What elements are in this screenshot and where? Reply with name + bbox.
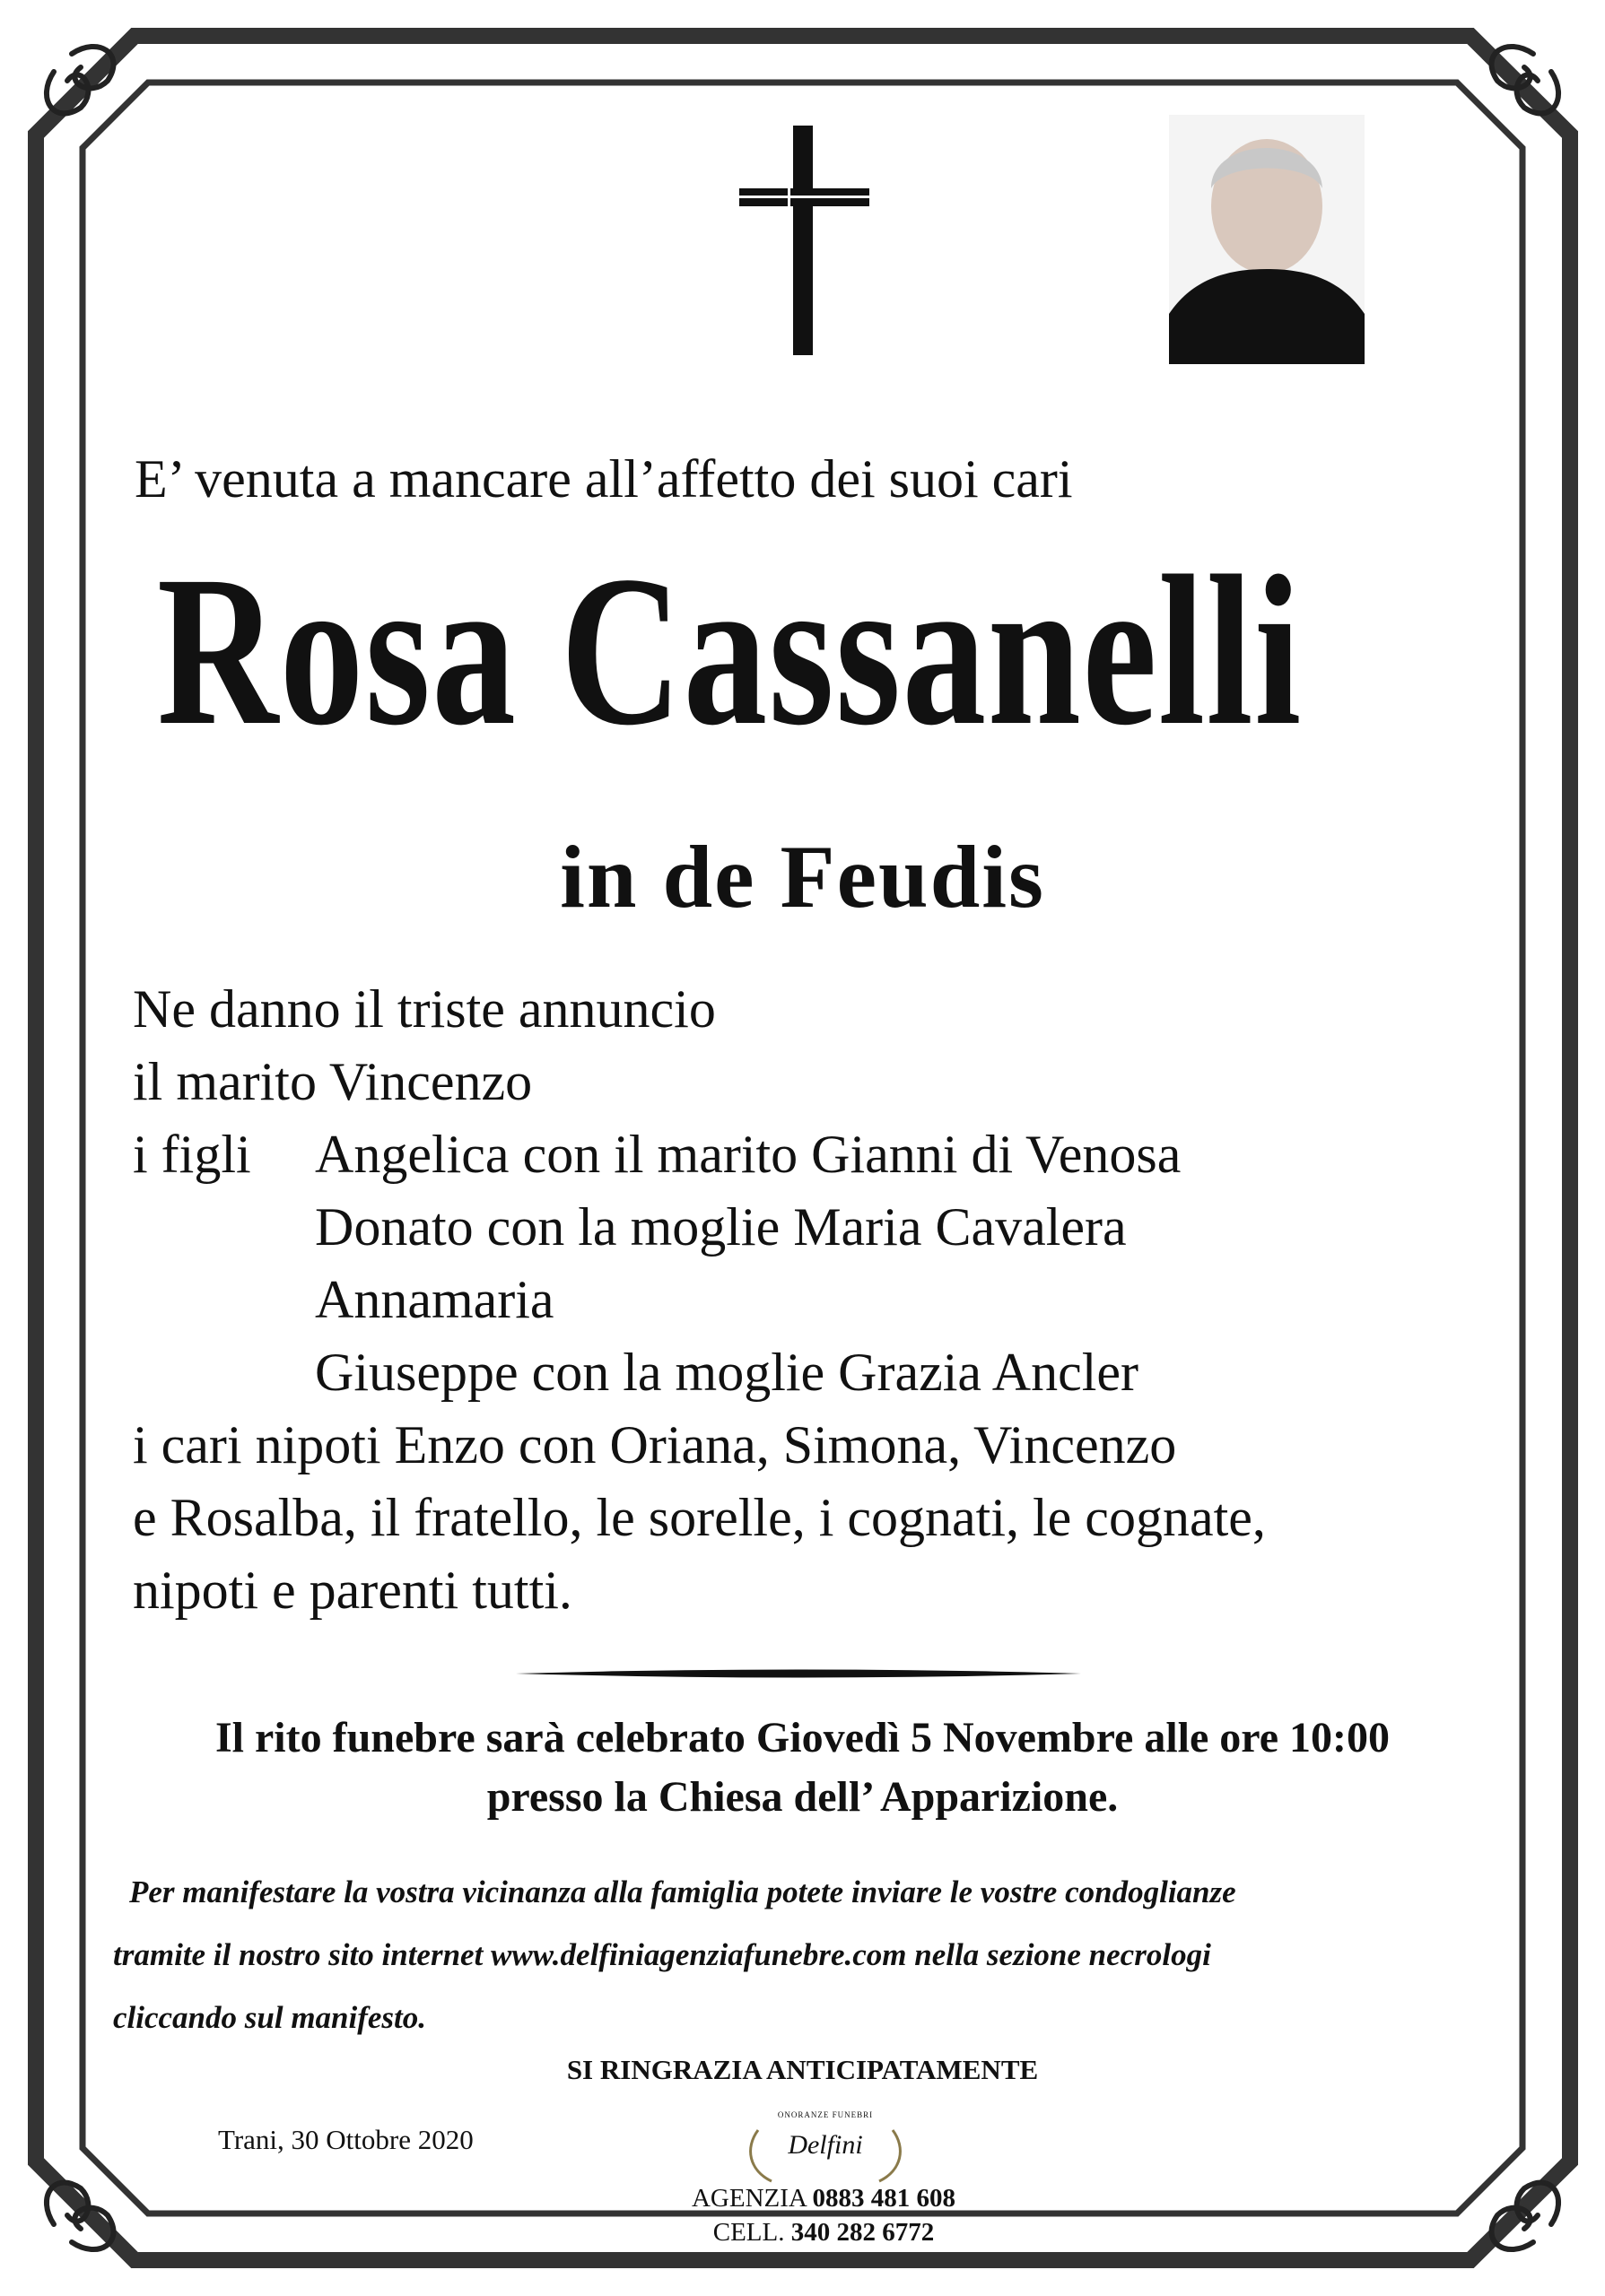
child-line: Donato con la moglie Maria Cavalera — [315, 1197, 1127, 1257]
family-line: Ne danno il triste annuncio — [133, 979, 716, 1039]
family-line: i cari nipoti Enzo con Oriana, Simona, Vincenzo — [133, 1415, 1177, 1474]
agency-contact — [680, 2181, 967, 2249]
family-line: il marito Vincenzo — [133, 1052, 533, 1111]
agency-phone: 0883 481 608 — [812, 2184, 955, 2213]
child-line: Giuseppe con la moglie Grazia Ancler — [315, 1343, 1138, 1402]
married-name: in de Feudis — [560, 827, 1045, 926]
children-label: i figli — [133, 1125, 251, 1184]
separator-line — [516, 1670, 1081, 1678]
family-announcement — [133, 973, 1266, 1627]
children-row — [133, 1118, 1266, 1191]
logo-subtitle: ONORANZE FUNEBRI — [777, 2110, 874, 2119]
condolences-line: Per manifestare la vostra vicinanza alla famiglia potete inviare le vostre condoglianze — [129, 1874, 1236, 1909]
cell-phone-row — [680, 2215, 967, 2249]
place-date: Trani, 30 Ottobre 2020 — [218, 2124, 474, 2155]
family-line: e Rosalba, il fratello, le sorelle, i cognati, le cognate, — [133, 1488, 1266, 1547]
agency-phone-row — [680, 2181, 967, 2215]
portrait-photo — [1169, 115, 1365, 364]
cell-phone: 340 282 6772 — [790, 2218, 935, 2247]
cross-icon — [739, 126, 869, 355]
deceased-name: Rosa Cassanelli — [157, 531, 1303, 770]
rite-line: Il rito funebre sarà celebrato Giovedì 5 Novembre alle ore 10:00 — [214, 1714, 1391, 1761]
condolences-line: cliccando sul manifesto. — [113, 2000, 427, 2035]
condolences-note — [113, 1861, 1495, 2049]
agency-logo — [745, 2103, 906, 2179]
rite-line: presso la Chiesa dell’ Apparizione. — [486, 1773, 1119, 1821]
child-line: Angelica con il marito Gianni di Venosa — [315, 1125, 1182, 1184]
logo-name: Delfini — [788, 2130, 863, 2160]
intro-text: E’ venuta a mancare all’affetto dei suoi cari — [135, 449, 1073, 509]
family-line: nipoti e parenti tutti. — [133, 1561, 572, 1620]
thanks-text: SI RINGRAZIA ANTICIPATAMENTE — [566, 2054, 1039, 2085]
agency-label: AGENZIA — [691, 2184, 807, 2213]
child-line: Annamaria — [315, 1270, 554, 1329]
funeral-rite — [0, 1709, 1605, 1827]
condolences-line: tramite il nostro sito internet www.delfiniagenziafunebre.com nella sezione necrologi — [113, 1937, 1211, 1972]
cell-label: CELL. — [712, 2218, 785, 2247]
